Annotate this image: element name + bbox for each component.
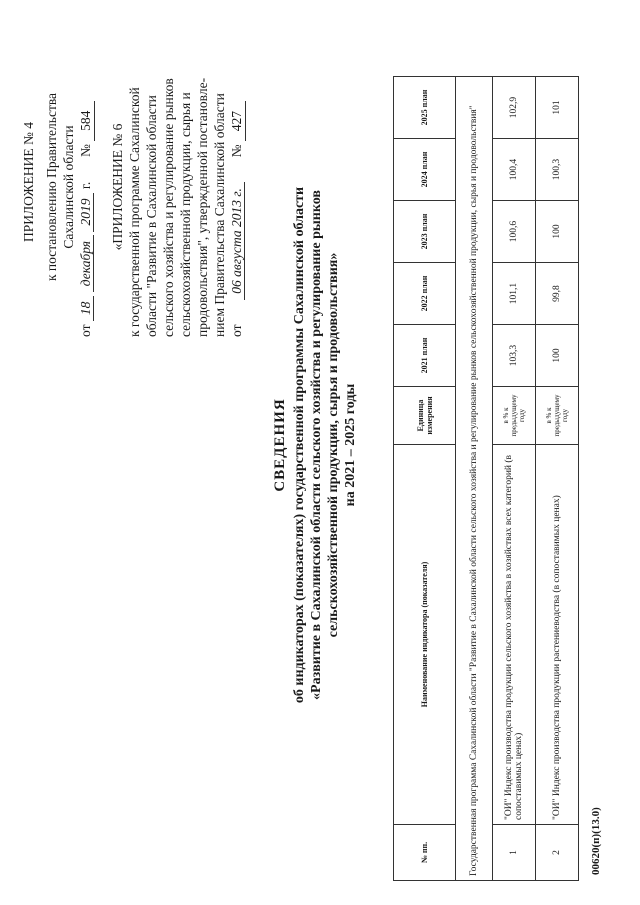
cell-no: 1	[493, 825, 536, 881]
cell-2021: 103,3	[493, 325, 536, 387]
table-header-row	[394, 77, 456, 881]
inner-appendix-title: «ПРИЛОЖЕНИЕ № 6	[110, 123, 125, 251]
appendix-month: декабря	[78, 235, 94, 292]
header-2025: 2025 план	[394, 77, 456, 139]
appendix-title: ПРИЛОЖЕНИЕ № 4	[21, 121, 36, 243]
indicators-table	[393, 76, 579, 881]
cell-2024: 100,4	[493, 139, 536, 201]
cell-2023: 100	[536, 201, 579, 263]
inner-appendix-line: сельского хозяйства и регулирование рынков	[161, 78, 176, 337]
program-row	[456, 77, 493, 881]
cell-2022: 101,1	[493, 263, 536, 325]
program-title-cell: Государственная программа Сахалинской области "Развитие в Сахалинской области сельского хозяйства и регулирование рынков сельскохозяйственной продукции, сырья и продовольствия"	[456, 77, 493, 881]
inner-appendix-number: 427	[228, 101, 246, 141]
document-heading	[272, 125, 359, 765]
table-row	[493, 77, 536, 881]
header-2021: 2021 план	[394, 325, 456, 387]
cell-name: "ОИ" Индекс производства продукции сельского хозяйства в хозяйствах всех категорий (в сопоставимых ценах)	[493, 445, 536, 825]
inner-appendix-line: сельскохозяйственной продукции, сырья и	[178, 92, 193, 337]
inner-appendix-line: продовольствия", утвержденной постановле-	[195, 77, 210, 337]
appendix-region: Сахалинской области	[61, 125, 76, 249]
header-no: № пп.	[394, 825, 456, 881]
inner-appendix-line: нием Правительства Сахалинской области	[212, 93, 227, 337]
cell-unit: в % к предыдущему году	[493, 387, 536, 445]
appendix-number: 584	[77, 101, 95, 141]
appendix-year: 2019	[78, 193, 94, 232]
heading-line: сельскохозяйственной продукции, сырья и продовольствия»	[326, 252, 341, 638]
appendix-date-line: от 18 декабря 2019 г. № 584	[77, 37, 95, 337]
heading-line: об индикаторах (показателях) государственной программы Сахалинской области	[292, 186, 307, 704]
header-unit: Единица измерения	[394, 387, 456, 445]
appendix-block	[20, 37, 246, 337]
cell-unit: в % к предыдущему году	[536, 387, 579, 445]
cell-2024: 100,3	[536, 139, 579, 201]
heading-line: «Развитие в Сахалинской области сельского хозяйства и регулирование рынков	[309, 190, 324, 700]
header-2024: 2024 план	[394, 139, 456, 201]
header-2022: 2022 план	[394, 263, 456, 325]
inner-appendix-line: к государственной программе Сахалинской	[127, 87, 142, 337]
inner-appendix-date: 06 августа 2013 г.	[229, 182, 245, 300]
heading-title: СВЕДЕНИЯ	[272, 398, 288, 492]
inner-appendix-date-line: от 06 августа 2013 г. № 427	[228, 37, 246, 337]
heading-line: на 2021 – 2025 годы	[343, 383, 358, 507]
cell-no: 2	[536, 825, 579, 881]
appendix-resolution: к постановлению Правительства	[44, 92, 59, 282]
header-2023: 2023 план	[394, 201, 456, 263]
footer-code: 00620(п)(13.0)	[590, 807, 602, 875]
cell-name: "ОИ" Индекс производства продукции растениеводства (в сопоставимых ценах)	[536, 445, 579, 825]
cell-2025: 102,9	[493, 77, 536, 139]
inner-appendix-line: области "Развитие в Сахалинской области	[144, 95, 159, 337]
header-name: Наименование индикатора (показателя)	[394, 445, 456, 825]
cell-2021: 100	[536, 325, 579, 387]
table-row	[536, 77, 579, 881]
cell-2025: 101	[536, 77, 579, 139]
cell-2023: 100,6	[493, 201, 536, 263]
appendix-day: 18	[78, 296, 94, 322]
cell-2022: 99,8	[536, 263, 579, 325]
